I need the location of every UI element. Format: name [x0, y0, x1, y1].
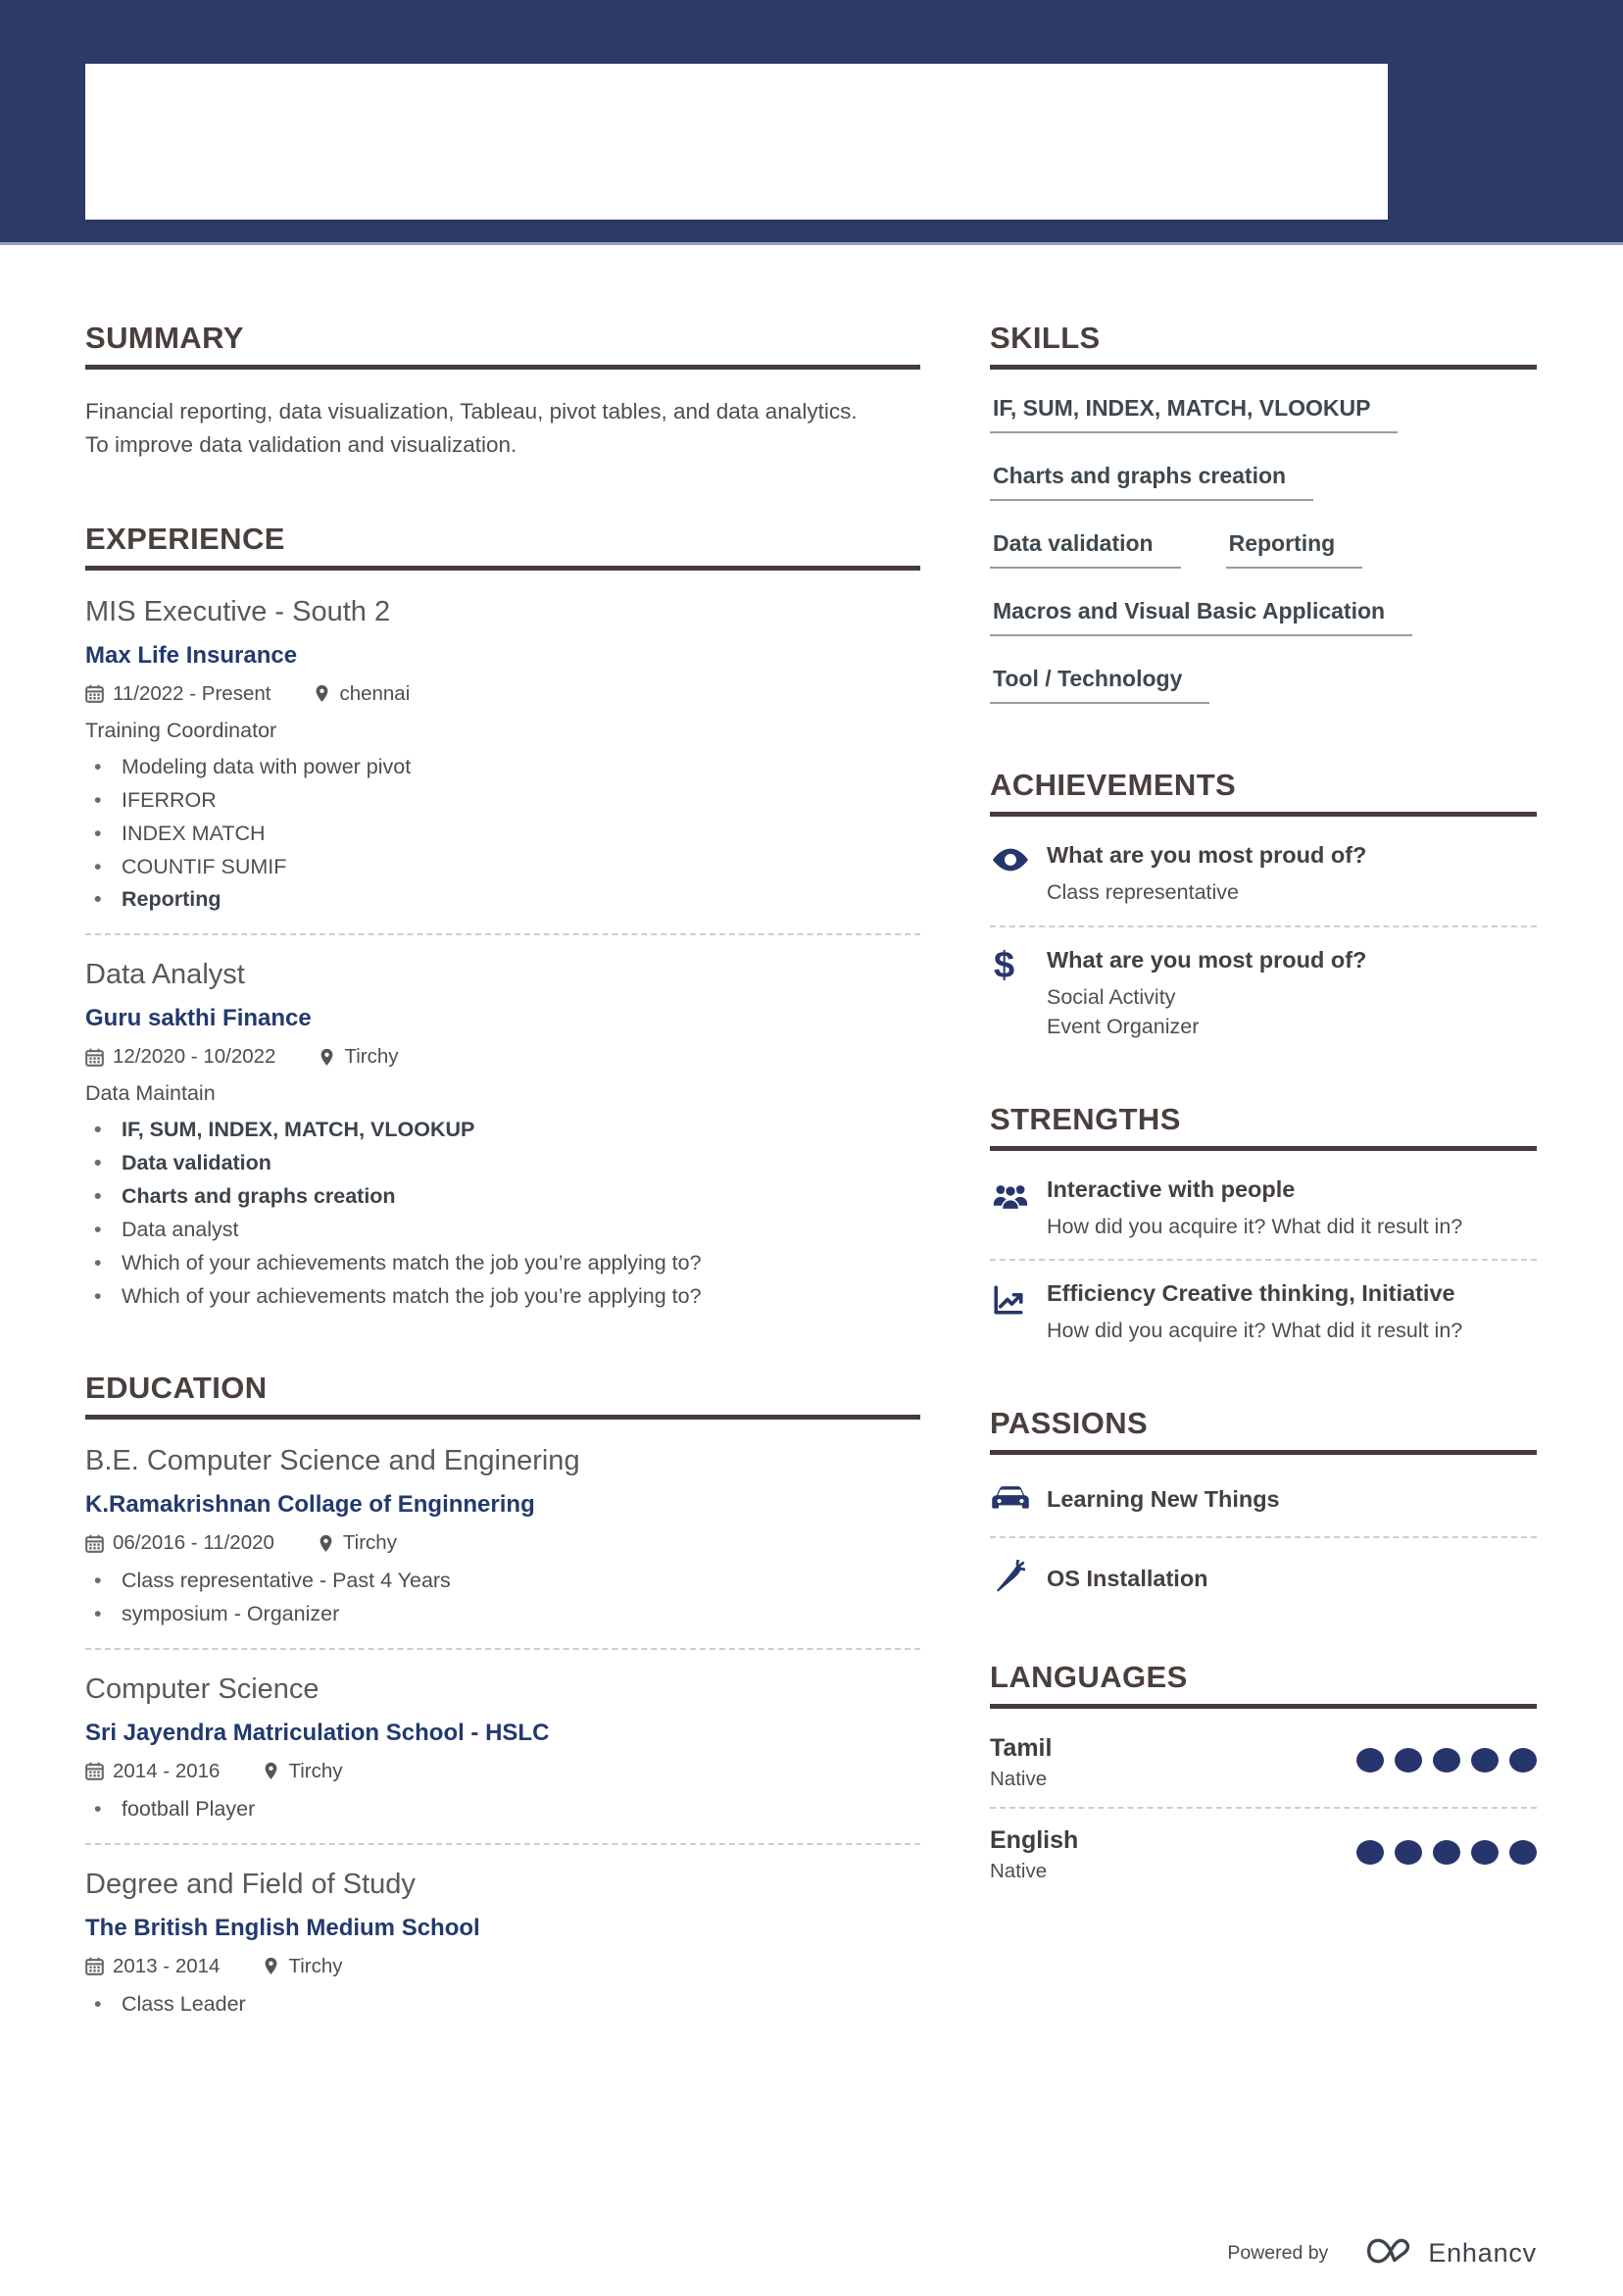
education-bullet-list: [85, 1991, 920, 2019]
eye-icon: [990, 844, 1031, 875]
education-bullet: • Class representative - Past 4 Years: [85, 1568, 920, 1595]
passion-item: [990, 1480, 1537, 1519]
proficiency-dot: [1509, 1840, 1537, 1865]
strength-title: Interactive with people: [1047, 1175, 1296, 1202]
icon-cell: [990, 944, 1047, 1042]
job-company: Max Life Insurance: [85, 641, 298, 669]
section-rule: [990, 1450, 1537, 1455]
language-row: [990, 1734, 1537, 1791]
header-band: [0, 0, 1623, 245]
education-title: Degree and Field of Study: [85, 1868, 416, 1900]
education-entry: [85, 1869, 920, 2019]
job-location: [314, 682, 410, 706]
job-dates-text: 11/2022 - Present: [113, 681, 271, 705]
education-meta-row: [85, 1955, 920, 1978]
strength-description: How did you acquire it? What did it result in?: [1047, 1214, 1463, 1238]
education-location-text: Tirchy: [288, 1759, 343, 1782]
job-title: Data Analyst: [85, 959, 245, 991]
education-location: [263, 1955, 342, 1978]
dashed-divider: [990, 1536, 1537, 1538]
proficiency-dot: [1471, 1748, 1499, 1772]
passions-section: [990, 1407, 1537, 1600]
language-name: English: [990, 1826, 1079, 1855]
section-rule: [990, 1146, 1537, 1151]
job-description: Training Coordinator: [85, 718, 277, 742]
job-title: MIS Executive - South 2: [85, 595, 391, 627]
job-location: [319, 1045, 398, 1069]
education-title: B.E. Computer Science and Enginering: [85, 1445, 580, 1477]
footer: [1227, 2232, 1537, 2274]
strength-body: [1047, 1176, 1537, 1242]
job-bullet: • COUNTIF SUMIF: [85, 854, 920, 881]
location-pin-icon: [319, 1048, 335, 1067]
content-columns: [0, 245, 1623, 2079]
job-dates: [85, 682, 270, 706]
strengths-heading: STRENGTHS: [990, 1101, 1181, 1136]
language-row: [990, 1826, 1537, 1883]
icon-cell: [990, 1480, 1047, 1519]
skill-item: Reporting: [1226, 530, 1363, 569]
job-meta-row: [85, 1045, 920, 1069]
powered-by-label: Powered by: [1227, 2242, 1329, 2264]
skill-item: Charts and graphs creation: [990, 463, 1313, 501]
summary-heading: SUMMARY: [85, 321, 244, 355]
language-level: Native: [990, 1768, 1048, 1791]
proficiency-dot: [1395, 1748, 1422, 1772]
job-bullet: • IFERROR: [85, 787, 920, 815]
calendar-icon: [85, 1048, 104, 1067]
location-pin-icon: [318, 1534, 334, 1553]
skill-item: IF, SUM, INDEX, MATCH, VLOOKUP: [990, 395, 1398, 433]
job-entry: [85, 596, 920, 915]
education-location-text: Tirchy: [288, 1954, 343, 1977]
education-bullet: • Class Leader: [85, 1991, 920, 2019]
education-entry: [85, 1673, 920, 1823]
skills-list: [990, 395, 1537, 733]
education-dates: [85, 1531, 274, 1555]
skill-item: Macros and Visual Basic Application: [990, 598, 1412, 636]
education-dates-text: 2014 - 2016: [113, 1759, 221, 1782]
skills-heading: SKILLS: [990, 321, 1101, 355]
dashed-divider: [990, 925, 1537, 927]
icon-cell: [990, 1176, 1047, 1242]
education-bullet-list: [85, 1568, 920, 1628]
experience-heading: EXPERIENCE: [85, 521, 285, 556]
education-school: The British English Medium School: [85, 1914, 480, 1941]
education-location: [263, 1760, 342, 1783]
car-icon: [990, 1482, 1031, 1514]
job-bullet: • INDEX MATCH: [85, 821, 920, 848]
achievement-title: What are you most proud of?: [1047, 842, 1367, 869]
people-icon: [990, 1178, 1031, 1212]
dollar-icon: $: [994, 944, 1015, 986]
education-dates: [85, 1760, 220, 1783]
language-info: [990, 1734, 1052, 1791]
achievements-heading: ACHIEVEMENTS: [990, 768, 1237, 803]
location-pin-icon: [263, 1957, 279, 1975]
job-bullet: • Data validation: [85, 1150, 920, 1177]
section-rule: [990, 1704, 1537, 1709]
education-section: [85, 1372, 920, 2019]
achievement-item: [990, 842, 1537, 908]
calendar-icon: [85, 1534, 104, 1553]
location-pin-icon: [263, 1762, 279, 1780]
achievement-item: [990, 944, 1537, 1042]
strength-item: [990, 1280, 1537, 1346]
education-dates-text: 06/2016 - 11/2020: [113, 1531, 274, 1555]
job-meta-row: [85, 682, 920, 706]
left-column: [85, 322, 920, 2079]
education-bullet: • symposium - Organizer: [85, 1601, 920, 1628]
achievement-title: What are you most proud of?: [1047, 946, 1367, 973]
education-bullet-list: [85, 1796, 920, 1823]
location-pin-icon: [314, 684, 330, 703]
icon-cell: [990, 1558, 1047, 1600]
summary-section: [85, 322, 920, 462]
proficiency-dot: [1356, 1840, 1384, 1865]
enhancv-logo-icon: [1365, 2232, 1416, 2274]
job-description: Data Maintain: [85, 1081, 216, 1106]
dashed-divider: [85, 1648, 920, 1650]
calendar-icon: [85, 1762, 104, 1780]
dashed-divider: [990, 1259, 1537, 1261]
language-name: Tamil: [990, 1734, 1053, 1763]
passion-item: [990, 1558, 1537, 1600]
proficiency-dot: [1433, 1748, 1460, 1772]
job-dates: [85, 1045, 275, 1069]
carrot-icon: [990, 1560, 1025, 1595]
job-bullet: • Which of your achievements match the job you’re applying to?: [85, 1250, 920, 1277]
education-location: [318, 1531, 397, 1555]
job-bullet: • Charts and graphs creation: [85, 1183, 920, 1211]
name-box: [85, 64, 1388, 220]
job-bullet: • Which of your achievements match the job you’re applying to?: [85, 1283, 920, 1311]
strength-body: [1047, 1280, 1537, 1346]
achievement-line: Event Organizer: [1047, 1015, 1200, 1039]
job-bullet: • Reporting: [85, 886, 920, 914]
language-info: [990, 1826, 1078, 1883]
education-dates: [85, 1955, 220, 1978]
job-bullet: • Modeling data with power pivot: [85, 754, 920, 781]
icon-cell: [990, 842, 1047, 908]
job-company: Guru sakthi Finance: [85, 1005, 312, 1032]
achievement-body: [1047, 842, 1537, 908]
education-meta-row: [85, 1531, 920, 1555]
experience-section: [85, 523, 920, 1311]
job-bullet-list: [85, 754, 920, 915]
passions-heading: PASSIONS: [990, 1405, 1149, 1440]
dashed-divider: [85, 933, 920, 935]
education-entry: [85, 1445, 920, 1628]
education-title: Computer Science: [85, 1672, 320, 1705]
skill-item: Tool / Technology: [990, 666, 1209, 704]
strengths-section: [990, 1103, 1537, 1346]
education-school: K.Ramakrishnan Collage of Enginnering: [85, 1491, 535, 1519]
proficiency-dot: [1356, 1748, 1384, 1772]
job-bullet: • IF, SUM, INDEX, MATCH, VLOOKUP: [85, 1117, 920, 1144]
strength-item: [990, 1176, 1537, 1242]
education-location-text: Tirchy: [342, 1531, 397, 1555]
education-bullet: • football Player: [85, 1796, 920, 1823]
proficiency-dot: [1471, 1840, 1499, 1865]
proficiency-dot: [1509, 1748, 1537, 1772]
language-proficiency-dots: [1346, 1840, 1537, 1870]
section-rule: [990, 812, 1537, 817]
strength-description: How did you acquire it? What did it result in?: [1047, 1319, 1463, 1343]
education-meta-row: [85, 1760, 920, 1783]
summary-text: Financial reporting, data visualization, Tableau, pivot tables, and data analytics. To improve data validation and visualization.: [85, 399, 858, 457]
section-rule: [990, 365, 1537, 370]
passion-title: OS Installation: [1047, 1565, 1208, 1591]
job-bullet: • Data analyst: [85, 1217, 920, 1244]
calendar-icon: [85, 1957, 104, 1975]
dashed-divider: [990, 1807, 1537, 1809]
achievement-line: Class representative: [1047, 880, 1239, 905]
education-school: Sri Jayendra Matriculation School - HSLC: [85, 1719, 550, 1746]
skills-section: [990, 322, 1537, 733]
job-bullet-list: [85, 1117, 920, 1311]
education-heading: EDUCATION: [85, 1371, 268, 1405]
job-entry: [85, 959, 920, 1311]
right-column: [990, 322, 1537, 2079]
languages-heading: LANGUAGES: [990, 1659, 1188, 1694]
achievement-body: [1047, 947, 1537, 1042]
brand-name: Enhancv: [1428, 2238, 1537, 2268]
proficiency-dot: [1395, 1840, 1422, 1865]
skill-item: Data validation: [990, 530, 1181, 569]
language-proficiency-dots: [1346, 1748, 1537, 1777]
proficiency-dot: [1433, 1840, 1460, 1865]
calendar-icon: [85, 684, 104, 703]
growth-chart-icon: [990, 1282, 1027, 1318]
languages-section: [990, 1661, 1537, 1883]
passion-title: Learning New Things: [1047, 1485, 1280, 1512]
section-rule: [85, 365, 920, 370]
icon-cell: [990, 1280, 1047, 1346]
achievements-section: [990, 769, 1537, 1042]
language-level: Native: [990, 1860, 1048, 1883]
job-dates-text: 12/2020 - 10/2022: [113, 1045, 276, 1069]
education-dates-text: 2013 - 2014: [113, 1954, 221, 1977]
job-location-text: chennai: [339, 681, 411, 705]
section-rule: [85, 566, 920, 571]
strength-title: Efficiency Creative thinking, Initiative: [1047, 1280, 1455, 1307]
job-location-text: Tirchy: [344, 1045, 399, 1069]
section-rule: [85, 1415, 920, 1420]
achievement-line: Social Activity: [1047, 984, 1176, 1009]
dashed-divider: [85, 1843, 920, 1845]
